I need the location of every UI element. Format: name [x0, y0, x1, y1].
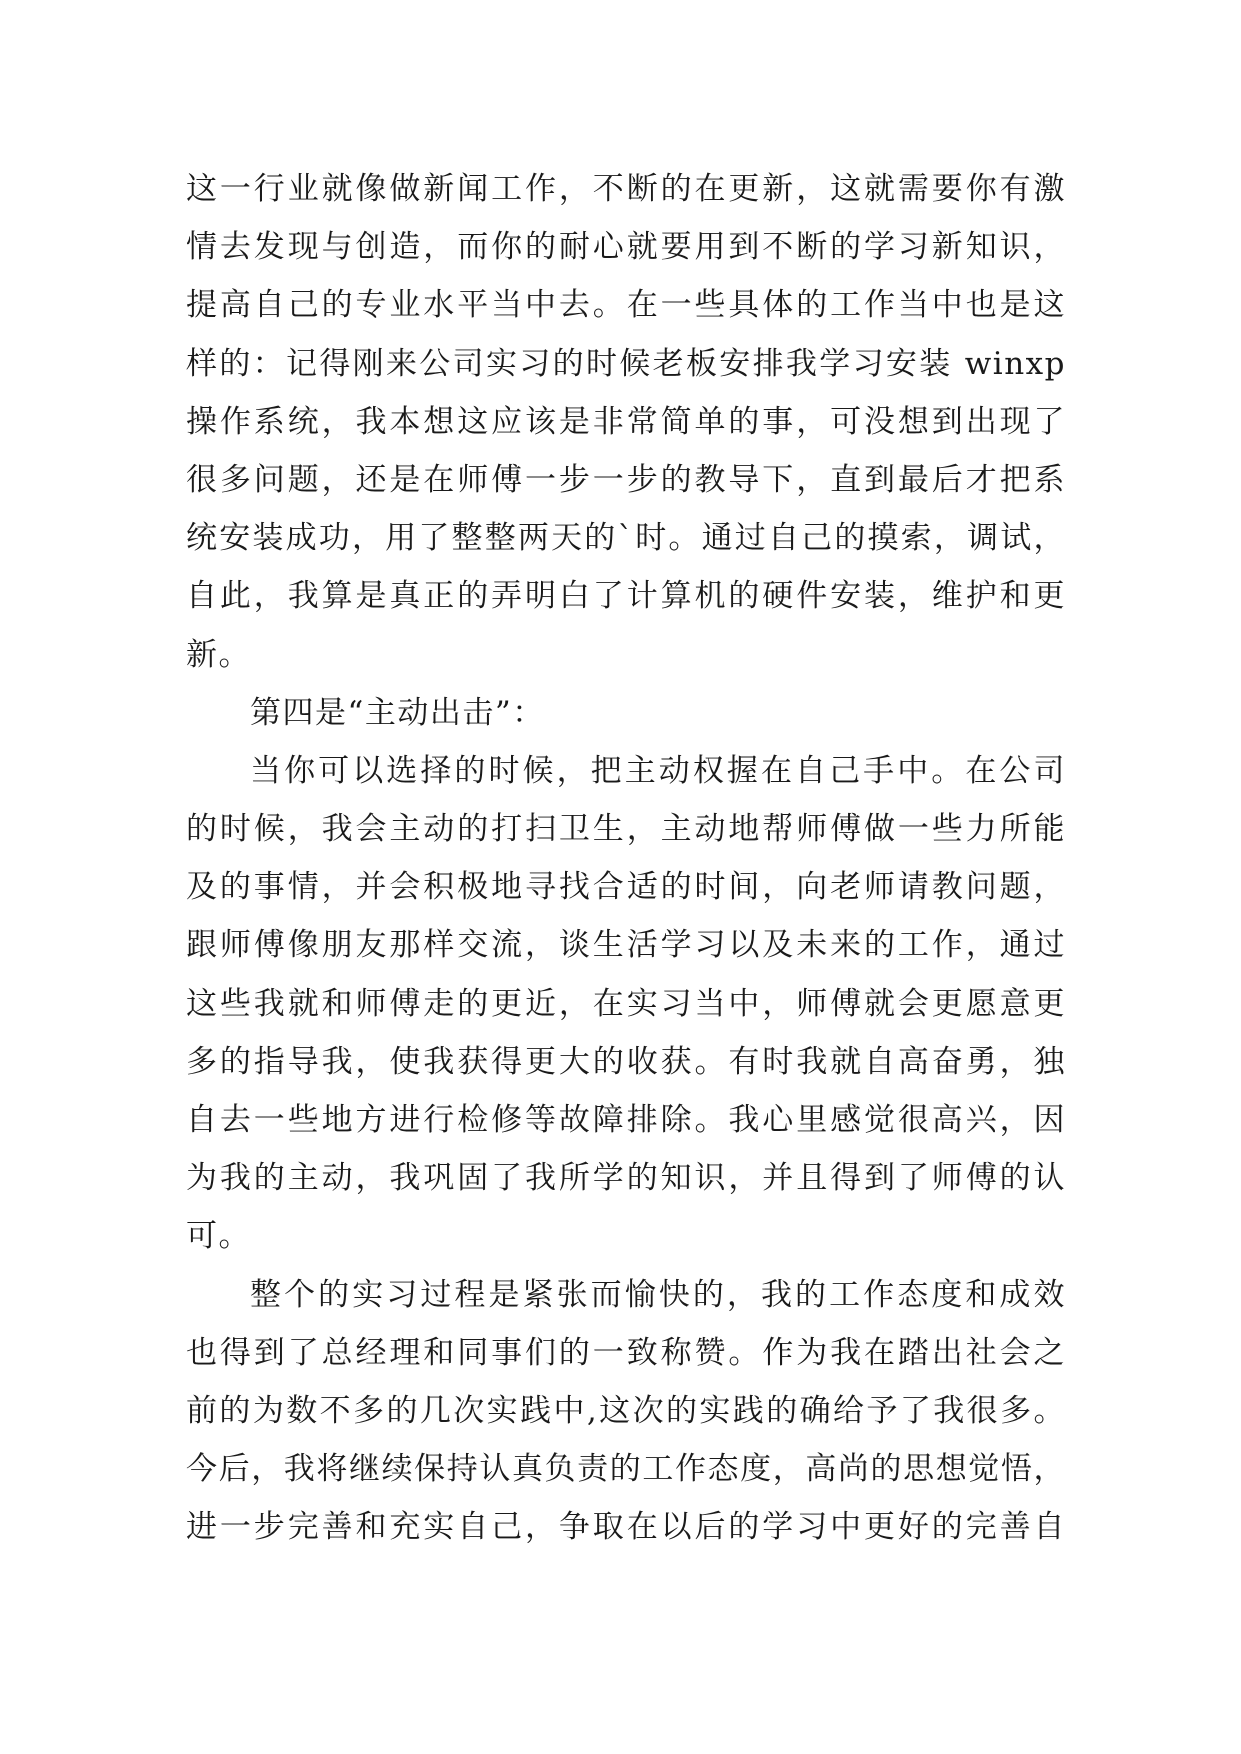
paragraph-line: 为我的主动，我巩固了我所学的知识，并且得到了师傅的认 — [186, 1160, 1066, 1197]
paragraph-line: 自此，我算是真正的弄明白了计算机的硬件安装，维护和更 — [186, 578, 1066, 615]
paragraph-line: 自去一些地方进行检修等故障排除。我心里感觉很高兴，因 — [186, 1102, 1066, 1138]
paragraph-line: 今后，我将继续保持认真负责的工作态度，高尚的思想觉悟， — [186, 1451, 1066, 1488]
paragraph-line: 的时候，我会主动的打扫卫生，主动地帮师傅做一些力所能 — [186, 811, 1066, 848]
section-heading: 第四是“主动出击”： — [250, 694, 545, 731]
paragraph-line: 这些我就和师傅走的更近，在实习当中，师傅就会更愿意更 — [186, 985, 1066, 1022]
paragraph-line: 统安装成功，用了整整两天的`时。通过自己的摸索，调试， — [186, 520, 1066, 557]
paragraph-line: 当你可以选择的时候，把主动权握在自己手中。在公司 — [250, 752, 1066, 789]
paragraph-line: 进一步完善和充实自己，争取在以后的学习中更好的完善自 — [186, 1509, 1066, 1546]
paragraph-line: 多的指导我，使我获得更大的收获。有时我就自高奋勇，独 — [186, 1043, 1066, 1080]
paragraph-line: 提高自己的专业水平当中去。在一些具体的工作当中也是这 — [186, 287, 1066, 324]
paragraph-line: 很多问题，还是在师傅一步一步的教导下，直到最后才把系 — [186, 461, 1066, 498]
paragraph-line: 也得到了总经理和同事们的一致称赞。作为我在踏出社会之 — [186, 1334, 1066, 1371]
paragraph-line: 新。 — [186, 636, 251, 673]
paragraph-line: 跟师傅像朋友那样交流，谈生活学习以及未来的工作，通过 — [186, 927, 1066, 964]
paragraph-line: 前的为数不多的几次实践中,这次的实践的确给予了我很多。 — [186, 1392, 1066, 1429]
document-body — [186, 160, 1066, 1557]
paragraph-line: 样的：记得刚来公司实习的时候老板安排我学习安装 winxp — [186, 345, 1066, 382]
paragraph-line: 及的事情，并会积极地寻找合适的时间，向老师请教问题， — [186, 869, 1066, 906]
paragraph-line: 可。 — [186, 1218, 251, 1255]
paragraph-line: 整个的实习过程是紧张而愉快的，我的工作态度和成效 — [250, 1276, 1066, 1313]
paragraph-line: 情去发现与创造，而你的耐心就要用到不断的学习新知识， — [186, 229, 1066, 266]
paragraph-line: 操作系统，我本想这应该是非常简单的事，可没想到出现了 — [186, 403, 1066, 440]
paragraph-line: 这一行业就像做新闻工作，不断的在更新，这就需要你有激 — [186, 171, 1066, 207]
